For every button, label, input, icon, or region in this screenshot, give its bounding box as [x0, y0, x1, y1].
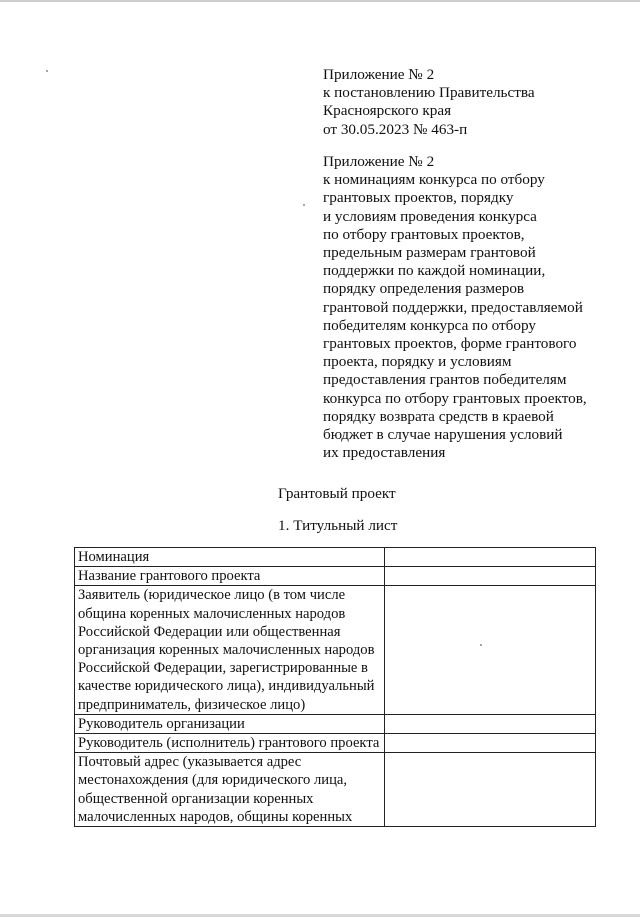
appendix-nominations-block: [323, 153, 587, 462]
appendix-nominations-line: Приложение № 2: [323, 153, 435, 170]
appendix-nominations-line: их предоставления: [323, 444, 446, 462]
appendix-resolution-line: Красноярского края: [323, 102, 452, 120]
appendix-nominations-line: победителям конкурса по отбору: [323, 316, 536, 334]
appendix-nominations-line: поддержки по каждой номинации,: [323, 262, 546, 280]
appendix-nominations-line: грантовой поддержки, предоставляемой: [323, 298, 583, 316]
row-label: Номинация: [75, 548, 385, 567]
row-value: [385, 734, 596, 753]
row-value: [385, 567, 596, 586]
appendix-resolution-block: [323, 66, 535, 139]
document-title: Грантовый проект: [278, 485, 396, 502]
table-row: [75, 734, 596, 753]
appendix-nominations-line: порядку определения размеров: [323, 280, 525, 298]
appendix-nominations-line: порядку возврата средств в краевой: [323, 407, 554, 425]
row-label: Почтовый адрес (указывается адрес местонахождения (для юридического лица, общественной организации коренных малочисленных народов, общины коренных: [75, 753, 385, 827]
section-title: 1. Титульный лист: [278, 517, 398, 534]
table-row: [75, 753, 596, 827]
appendix-nominations-line: по отбору грантовых проектов,: [323, 225, 525, 243]
appendix-nominations-line: предельным размерам грантовой: [323, 244, 536, 262]
row-value: [385, 586, 596, 714]
appendix-nominations-line: бюджет в случае нарушения условий: [323, 426, 563, 444]
title-sheet-table: [74, 547, 596, 827]
scan-speck: [303, 204, 305, 206]
row-label: Руководитель (исполнитель) грантового проекта: [75, 734, 385, 753]
table-row: [75, 548, 596, 567]
row-value: [385, 548, 596, 567]
table-row: [75, 714, 596, 733]
appendix-nominations-line: грантовых проектов, форме грантового: [323, 335, 577, 353]
appendix-resolution-line: от 30.05.2023 № 463-п: [323, 120, 468, 138]
row-value: [385, 753, 596, 827]
appendix-nominations-line: и условиям проведения конкурса: [323, 207, 537, 225]
scan-speck: [46, 70, 48, 72]
appendix-nominations-line: проекта, порядку и условиям: [323, 353, 512, 371]
scan-edge-top: [0, 0, 640, 2]
appendix-resolution-line: Приложение № 2: [323, 66, 435, 83]
appendix-nominations-line: конкурса по отбору грантовых проектов,: [323, 389, 587, 407]
appendix-resolution-line: к постановлению Правительства: [323, 84, 535, 102]
row-label: Название грантового проекта: [75, 567, 385, 586]
appendix-nominations-line: грантовых проектов, порядку: [323, 189, 514, 207]
table-row: [75, 567, 596, 586]
table-row: [75, 586, 596, 714]
appendix-nominations-line: предоставления грантов победителям: [323, 371, 567, 389]
appendix-nominations-line: к номинациям конкурса по отбору: [323, 171, 545, 189]
row-label: Заявитель (юридическое лицо (в том числе община коренных малочисленных народов Российской Федерации или общественная организация коренных малочисленных народов Российской Федерации, зарегистрированные в качестве юридического лица), индивидуальный предприниматель, физическое лицо): [75, 586, 385, 714]
scan-speck: [480, 644, 482, 646]
row-value: [385, 714, 596, 733]
row-label: Руководитель организации: [75, 714, 385, 733]
